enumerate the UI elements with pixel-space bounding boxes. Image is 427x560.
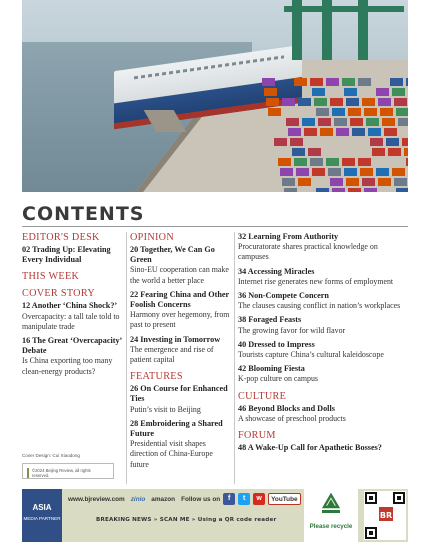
shipping-container	[344, 88, 357, 96]
toc-entry-title: 22 Fearing China and Other Foolish Concerns	[130, 289, 230, 310]
toc-entry-desc: A showcase of preschool products	[238, 413, 346, 423]
shipping-container	[298, 98, 311, 106]
column-divider	[234, 232, 235, 484]
section-opinion: OPINION	[130, 232, 174, 243]
partner-subtitle: MEDIA PARTNER	[23, 516, 61, 521]
shipping-container	[294, 78, 307, 86]
shipping-container	[282, 178, 295, 186]
shipping-container	[396, 188, 408, 192]
shipping-container	[342, 158, 355, 166]
contents-column-1	[22, 232, 122, 381]
zinio-link[interactable]: zinio	[130, 495, 146, 503]
toc-entry[interactable]	[238, 443, 410, 453]
shipping-container	[348, 188, 361, 192]
shipping-container	[332, 188, 345, 192]
toc-entry-desc: K-pop culture on campus	[238, 374, 318, 384]
shipping-container	[360, 168, 373, 176]
shipping-container	[358, 78, 371, 86]
section-cover-story: COVER STORY	[22, 288, 96, 300]
shipping-container	[386, 138, 399, 146]
shipping-container	[350, 118, 363, 126]
section-forum: FORUM	[238, 430, 276, 442]
toc-entry[interactable]	[130, 245, 230, 286]
toc-entry-title: 28 Embroidering a Shared Future	[130, 418, 223, 439]
shipping-container	[336, 128, 349, 136]
shipping-container	[366, 118, 379, 126]
shipping-container	[344, 168, 357, 176]
shipping-container	[388, 148, 401, 156]
toc-entry[interactable]	[130, 384, 230, 415]
shipping-container	[376, 88, 389, 96]
shipping-container	[304, 128, 317, 136]
shipping-container	[280, 168, 293, 176]
social-follow	[181, 493, 300, 505]
shipping-container	[328, 168, 341, 176]
toc-entry-title: 42 Blooming Fiesta	[238, 364, 305, 374]
shipping-container	[318, 118, 331, 126]
shipping-container	[310, 78, 323, 86]
toc-entry-desc: Sino-EU cooperation can make the world a better place	[130, 265, 229, 285]
cover-design-credit: Cover Design: Cui Xiaodong	[22, 453, 80, 458]
shipping-container	[392, 168, 405, 176]
shipping-container	[346, 98, 359, 106]
toc-entry[interactable]	[130, 419, 230, 470]
container-stacks	[262, 78, 408, 192]
toc-entry-title: 40 Dressed to Impress	[238, 339, 315, 349]
shipping-container	[348, 108, 361, 116]
shipping-container	[262, 78, 275, 86]
shipping-container	[268, 108, 281, 116]
shipping-container	[364, 108, 377, 116]
shipping-container	[316, 188, 329, 192]
toc-entry-desc: The growing favor for wild flavor	[238, 325, 346, 335]
shipping-container	[288, 128, 301, 136]
toc-entry-desc: Harmony over hegemony, from past to present	[130, 310, 230, 330]
shipping-container	[278, 158, 291, 166]
toc-entry[interactable]	[238, 364, 410, 384]
qr-code[interactable]	[364, 491, 406, 540]
shipping-container	[352, 128, 365, 136]
cover-photo	[22, 0, 408, 192]
shipping-container	[406, 78, 408, 86]
shipping-container	[312, 168, 325, 176]
shipping-container	[376, 168, 389, 176]
shipping-container	[370, 138, 383, 146]
shipping-container	[316, 108, 329, 116]
section-culture: CULTURE	[238, 390, 287, 402]
toc-entry-title: 32 Learning From Authority	[238, 232, 339, 241]
toc-entry-desc: Presidential visit shapes direction of China-Europe future	[130, 439, 213, 469]
shipping-container	[390, 78, 403, 86]
shipping-container	[406, 158, 408, 166]
shipping-container	[332, 108, 345, 116]
shipping-container	[364, 188, 377, 192]
page-title: CONTENTS	[22, 203, 145, 225]
recycle-badge	[304, 489, 358, 542]
shipping-container	[302, 118, 315, 126]
shipping-container	[296, 168, 309, 176]
shipping-container	[286, 118, 299, 126]
toc-entry-title: 36 Non-Compete Concern	[238, 291, 329, 301]
shipping-container	[378, 178, 391, 186]
shipping-container	[310, 158, 323, 166]
toc-entry[interactable]	[238, 340, 410, 360]
shipping-container	[266, 98, 279, 106]
shipping-container	[330, 98, 343, 106]
toc-entry[interactable]	[22, 336, 122, 377]
toc-entry-title: 16 The Great ‘Overcapacity’ Debate	[22, 336, 122, 356]
shipping-container	[326, 158, 339, 166]
partner-name: ASIA	[32, 503, 52, 512]
toc-entry-title: 24 Investing in Tomorrow	[130, 334, 221, 344]
toc-entry-title: 26 On Course for Enhanced Ties	[130, 384, 228, 404]
section-this-week: THIS WEEK	[22, 271, 80, 283]
section-features: FEATURES	[130, 371, 183, 383]
shipping-container	[290, 138, 303, 146]
weibo-icon[interactable]: w	[253, 493, 265, 505]
toc-entry[interactable]	[130, 290, 230, 331]
follow-label: Follow us on	[181, 495, 221, 503]
shipping-container	[298, 178, 311, 186]
toc-entry[interactable]	[22, 301, 122, 332]
youtube-icon[interactable]: YouTube	[268, 493, 300, 505]
links-row	[68, 493, 301, 505]
shipping-container	[308, 148, 321, 156]
toc-entry-desc: The clauses causing conflict in nation’s workplaces	[238, 301, 401, 311]
section-editors-desk: EDITOR'S DESK	[22, 232, 100, 243]
footer-banner	[22, 489, 408, 542]
toc-entry-title: 20 Together, We Can Go Green	[130, 245, 215, 265]
shipping-container	[314, 98, 327, 106]
recycle-label: Please recycle	[309, 523, 353, 530]
shipping-container	[362, 178, 375, 186]
divider	[22, 226, 408, 227]
twitter-icon[interactable]: t	[238, 493, 250, 505]
toc-entry-desc: Internet rise generates new forms of employment	[238, 276, 394, 286]
toc-entry[interactable]	[238, 232, 410, 263]
shipping-container	[394, 178, 407, 186]
toc-entry-desc: The emergence and rise of patient capital	[130, 344, 214, 365]
toc-entry[interactable]	[22, 245, 122, 265]
shipping-container	[274, 138, 287, 146]
shipping-container	[334, 118, 347, 126]
shipping-container	[382, 118, 395, 126]
toc-entry-desc: Procuratorate shares practical knowledge on campuses	[238, 242, 378, 262]
shipping-container	[292, 148, 305, 156]
shipping-container	[326, 78, 339, 86]
qr-badge: BR	[379, 511, 393, 520]
toc-entry-title: 02 Trading Up: Elevating Every Individual	[22, 245, 111, 265]
toc-entry-desc: Overcapacity: a tall tale told to manipulate trade	[22, 311, 120, 331]
shipping-container	[394, 98, 407, 106]
toc-entry[interactable]	[238, 291, 410, 311]
shipping-container	[398, 118, 408, 126]
shipping-container	[380, 108, 393, 116]
facebook-icon[interactable]: f	[223, 493, 235, 505]
toc-entry-title: 38 Foraged Feasts	[238, 315, 302, 325]
crane-arm	[284, 6, 404, 12]
shipping-container	[372, 148, 385, 156]
shipping-container	[396, 108, 408, 116]
media-partner-badge[interactable]	[22, 489, 62, 542]
contents-column-2	[130, 232, 230, 474]
toc-entry-desc: Putin’s visit to Beijing	[130, 404, 201, 414]
column-divider	[126, 232, 127, 484]
shipping-container	[320, 128, 333, 136]
shipping-container	[342, 78, 355, 86]
shipping-container	[368, 128, 381, 136]
copyright-text: ©2024 Beijing Review, all rights reserved.	[27, 468, 109, 478]
toc-entry-title: 34 Accessing Miracles	[238, 266, 315, 276]
contents-column-3	[238, 232, 410, 457]
shipping-container	[294, 158, 307, 166]
shipping-container	[264, 88, 277, 96]
shipping-container	[312, 88, 325, 96]
shipping-container	[404, 148, 408, 156]
toc-entry-desc: Tourists capture China’s cultural kaleidoscope	[238, 350, 384, 360]
amazon-link[interactable]: amazon	[151, 495, 176, 503]
breaking-news-strap: BREAKING NEWS » SCAN ME » Using a QR code reader	[96, 517, 277, 523]
website-link[interactable]: www.bjreview.com	[68, 495, 125, 503]
toc-entry-title: 48 A Wake-Up Call for Apathetic Bosses?	[238, 443, 382, 453]
toc-entry[interactable]	[238, 315, 410, 335]
shipping-container	[402, 138, 408, 146]
shipping-container	[362, 98, 375, 106]
toc-entry-title: 46 Beyond Blocks and Dolls	[238, 403, 335, 413]
shipping-container	[330, 178, 343, 186]
shipping-container	[378, 98, 391, 106]
copyright-box	[22, 463, 114, 479]
toc-entry-desc: Is China exporting too many clean-energy products?	[22, 356, 113, 376]
shipping-container	[282, 98, 295, 106]
shipping-container	[346, 178, 359, 186]
toc-entry[interactable]	[238, 267, 410, 287]
toc-entry[interactable]	[238, 404, 410, 424]
shipping-container	[284, 188, 297, 192]
shipping-container	[384, 128, 397, 136]
shipping-container	[392, 88, 405, 96]
toc-entry-title: 12 Another ‘China Shock?’	[22, 301, 118, 311]
toc-entry[interactable]	[130, 335, 230, 366]
recycle-icon	[304, 493, 358, 522]
shipping-container	[358, 158, 371, 166]
